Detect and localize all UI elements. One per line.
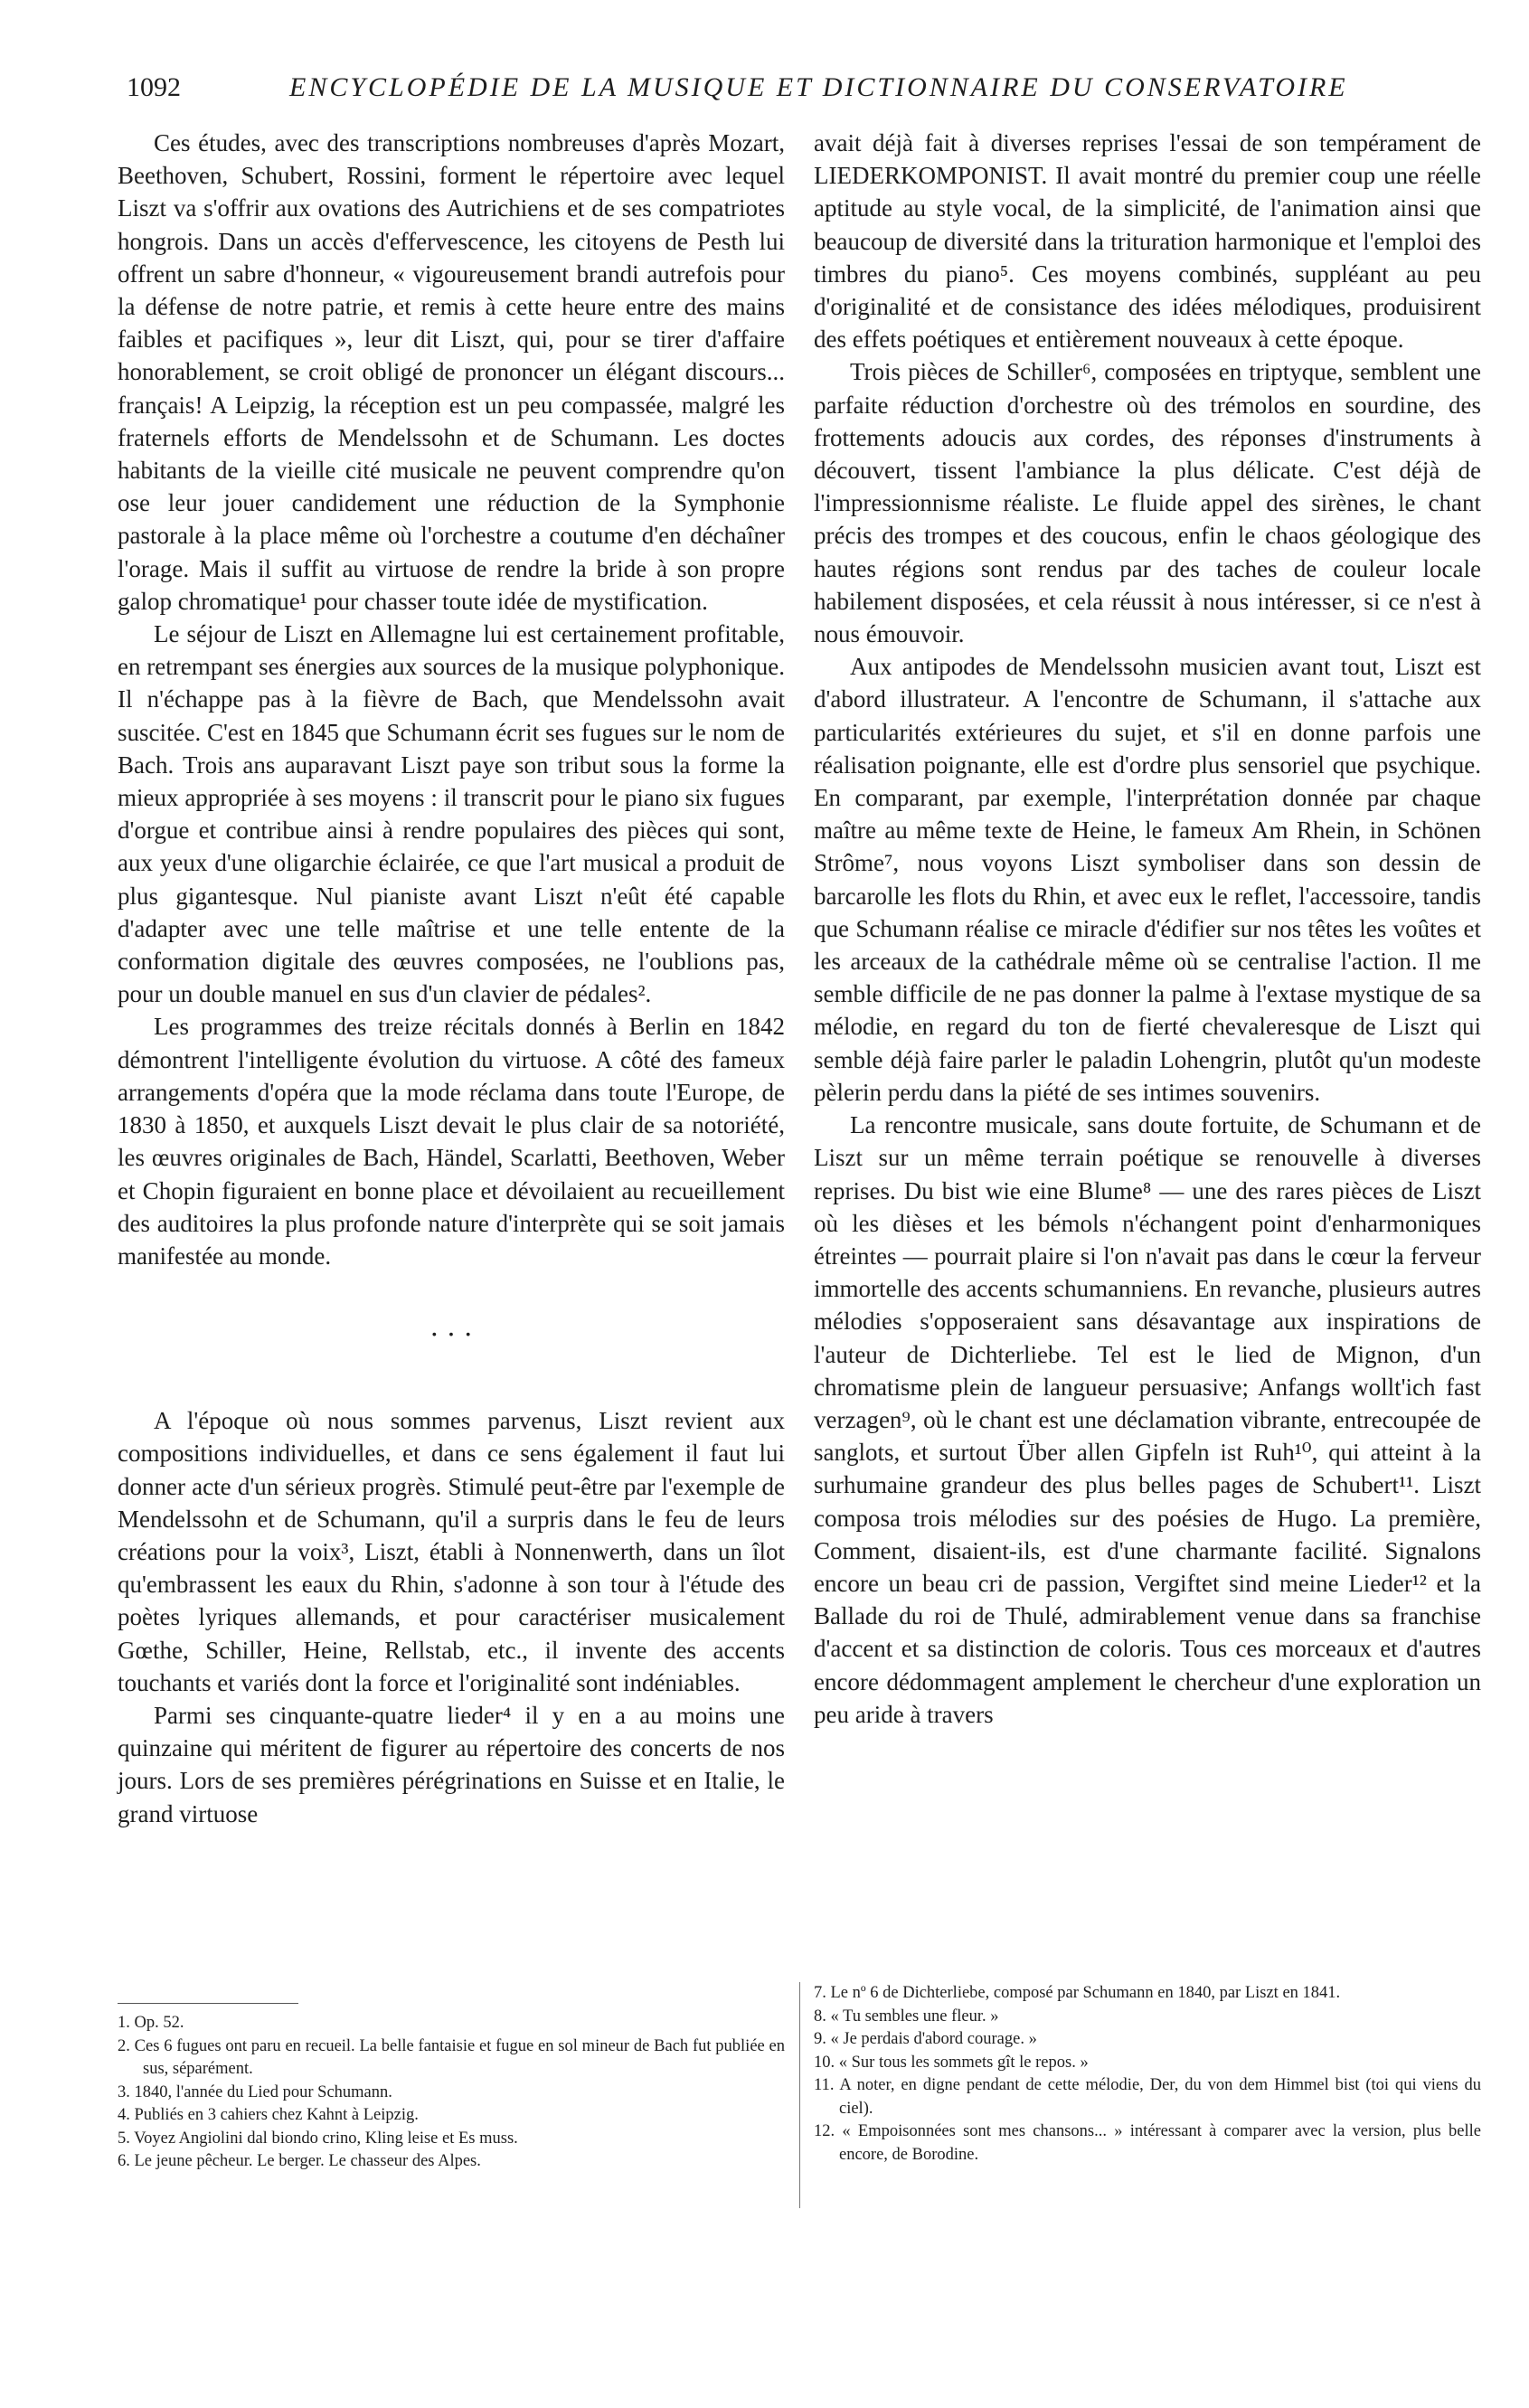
paragraph: Aux antipodes de Mendelssohn musicien avant tout, Liszt est d'abord illustrateur. A l'encontre de Schumann, il s'attache aux particularités extérieures du sujet, et s'il en donne parfois une réalisation poignante, elle est d'ordre plus sensoriel que psychique. En comparant, par exemple, l'interprétation donnée par chaque maître au même texte de Heine, le fameux Am Rhein, in Schönen Strôme⁷, nous voyons Liszt symboliser dans son dessin de barcarolle les flots du Rhin, et avec eux le reflet, l'accessoire, tandis que Schumann réalise ce miracle d'édifier sur nos têtes les voûtes et les arceaux de la cathédrale même où se centralise l'action. Il me semble difficile de ne pas donner la palme à l'extase mystique de sa mélodie, en regard du ton de fierté chevaleresque de Liszt qui semble déjà faire parler le paladin Lohengrin, plutôt qu'un modeste pèlerin perdu dans la piété de ses intimes souvenirs. — [814, 653, 1481, 1106]
footnote: 2. Ces 6 fugues ont paru en recueil. La belle fantaisie et fugue en sol mineur de Bach fut publiée en sus, séparément. — [118, 2036, 785, 2078]
footnote: 9. « Je perdais d'abord courage. » — [814, 2030, 1037, 2048]
footnote: 8. « Tu sembles une fleur. » — [814, 2007, 999, 2026]
running-title: ENCYCLOPÉDIE DE LA MUSIQUE ET DICTIONNAIRE DU CONSERVATOIRE — [289, 72, 1348, 102]
footnote: 12. « Empoisonnées sont mes chansons... » intéressant à comparer avec la version, plus belle encore, de Borodine. — [814, 2122, 1481, 2164]
paragraph: Parmi ses cinquante-quatre lieder⁴ il y en a au moins une quinzaine qui méritent de figurer au répertoire des concerts de nos jours. Lors de ses premières pérégrinations en Suisse et en Italie, le grand virtuose — [118, 1701, 785, 1827]
paragraph: Le séjour de Liszt en Allemagne lui est certainement profitable, en retrempant ses énergies aux sources de la musique polyphonique. Il n'échappe pas à la fièvre de Bach, que Mendelssohn avait suscitée. C'est en 1845 que Schumann écrit ses fugues sur le nom de Bach. Trois ans auparavant Liszt paye son tribut sous la forme la mieux appropriée à ses moyens : il transcrit pour le piano six fugues d'orgue et contribue ainsi à rendre populaires des pièces qui sont, aux yeux d'une oligarchie éclairée, ce que l'art musical a produit de plus gigantesque. Nul pianiste avant Liszt n'eût été capable d'adapter avec une telle maîtrise et une telle entente de la conformation digitale des œuvres composées, ne l'oublions pas, pour un double manuel en sus d'un clavier de pédales². — [118, 620, 785, 1008]
paragraph: Les programmes des treize récitals donnés à Berlin en 1842 démontrent l'intelligente évolution du virtuose. A côté des fameux arrangements d'opéra que la mode réclama dans toute l'Europe, de 1830 à 1850, et auxquels Liszt devait le plus clair de sa notoriété, les œuvres originales de Bach, Händel, Scarlatti, Beethoven, Weber et Chopin figuraient en bonne place et dévoilaient au recueillement des auditoires la plus profonde nature d'interprète qui se soit jamais manifestée au monde. — [118, 1013, 785, 1270]
footnote-rule — [118, 2003, 298, 2004]
footnote: 3. 1840, l'année du Lied pour Schumann. — [118, 2082, 392, 2101]
section-separator: · · · — [429, 1317, 473, 1351]
paragraph: Ces études, avec des transcriptions nombreuses d'après Mozart, Beethoven, Schubert, Rossini, forment le répertoire avec lequel Liszt va s'offrir aux ovations des Autrichiens et de ses compatriotes hongrois. Dans un accès d'effervescence, les citoyens de Pesth lui offrent un sabre d'honneur, « vigoureusement brandi autrefois pour la défense de notre patrie, et remis à cette heure entre des mains faibles et pacifiques », leur dit Liszt, qui, pour se tirer d'affaire honorablement, se croit obligé de prononcer un élégant discours... français! A Leipzig, la réception est un peu compassée, malgré les fraternels efforts de Mendelssohn et de Schumann. Les doctes habitants de la vieille cité musicale ne peuvent comprendre qu'on ose leur jouer candidement une réduction de la Symphonie pastorale à la place même où l'orchestre a coutume d'en déchaîner l'orage. Mais il suffit au virtuose de rendre la bride à son propre galop chromatique¹ pour chasser toute idée de mystification. — [118, 129, 785, 615]
footnotes-right — [814, 1982, 1481, 2167]
footnote: 1. Op. 52. — [118, 2014, 184, 2032]
paragraph: avait déjà fait à diverses reprises l'essai de son tempérament de LIEDERKOMPONIST. Il avait montré du premier coup une réelle aptitude au style vocal, de la simplicité, de l'animation ainsi que beaucoup de diversité dans la trituration harmonique et l'emploi des timbres du piano⁵. Ces moyens combinés, suppléant au peu d'originalité et de consistance des idées mélodiques, produisirent des effets poétiques et entièrement nouveaux à cette époque. — [814, 129, 1481, 354]
footnote: 11. A noter, en digne pendant de cette mélodie, Der, du von dem Himmel bist (toi qui viens du ciel). — [814, 2076, 1481, 2118]
column-divider — [799, 1982, 800, 2208]
page-header — [127, 72, 1411, 109]
paragraph: Trois pièces de Schiller⁶, composées en triptyque, semblent une parfaite réduction d'orchestre où des trémolos en sourdine, des frottements adoucis aux cordes, des réponses d'instruments à découvert, tissent l'ambiance la plus délicate. C'est déjà de l'impressionnisme réaliste. Le fluide appel des sirènes, le chant précis des trompes et des coucous, enfin le chaos géologique des hautes régions sont rendus par des taches de couleur locale habilement disposées, et cela réussit à nous intéresser, si ce n'est à nous émouvoir. — [814, 358, 1481, 648]
footnote: 6. Le jeune pêcheur. Le berger. Le chasseur des Alpes. — [118, 2152, 481, 2170]
footnote: 7. Le nº 6 de Dichterliebe, composé par Schumann en 1840, par Liszt en 1841. — [814, 1984, 1341, 2002]
footnote: 5. Voyez Angiolini dal biondo crino, Kling leise et Es muss. — [118, 2129, 518, 2148]
left-column — [118, 127, 785, 1830]
footnotes-left — [118, 2012, 785, 2174]
paragraph: A l'époque où nous sommes parvenus, Liszt revient aux compositions individuelles, et dans ce sens également il faut lui donner acte d'un sérieux progrès. Stimulé peut-être par l'exemple de Mendelssohn et de Schumann, qu'il a surpris dans le feu de leurs créations pour la voix³, Liszt, établi à Nonnenwerth, dans un îlot qu'embrassent les eaux du Rhin, s'adonne à son tour à l'étude des poètes lyriques allemands, et pour caractériser musicalement Gœthe, Schiller, Heine, Rellstab, etc., il invente des accents touchants et variés dont la force et l'originalité sont indéniables. — [118, 1407, 785, 1696]
page-number: 1092 — [127, 72, 181, 102]
paragraph: La rencontre musicale, sans doute fortuite, de Schumann et de Liszt sur un même terrain poétique se renouvelle à diverses reprises. Du bist wie eine Blume⁸ — une des rares pièces de Liszt où les dièses et les bémols n'échangent point d'enharmoniques étreintes — pourrait plaire si l'on n'avait pas dans le cœur la ferveur immortelle des accents schumanniens. En revanche, plusieurs autres mélodies s'opposeraient sans désavantage aux inspirations de l'auteur de Dichterliebe. Tel est le lied de Mignon, d'un chromatisme plein de langueur persuasive; Anfangs wollt'ich fast verzagen⁹, où le chant est une déclamation vibrante, entrecoupée de sanglots, et surtout Über allen Gipfeln ist Ruh¹⁰, qui atteint à la surhumaine grandeur des plus belles pages de Schubert¹¹. Liszt composa trois mélodies sur des poésies de Hugo. La première, Comment, disaient-ils, est d'une charmante facilité. Signalons encore un beau cri de passion, Vergiftet sind meine Lieder¹² et la Ballade du roi de Thulé, admirablement venue dans sa franchise d'accent et sa distinction de coloris. Tous ces morceaux et d'autres encore dédommagent amplement le chercheur d'une exploration un peu aride à travers — [814, 1111, 1481, 1728]
right-column — [814, 127, 1481, 1731]
footnote: 10. « Sur tous les sommets gît le repos. » — [814, 2053, 1089, 2072]
footnote: 4. Publiés en 3 cahiers chez Kahnt à Leipzig. — [118, 2106, 419, 2124]
